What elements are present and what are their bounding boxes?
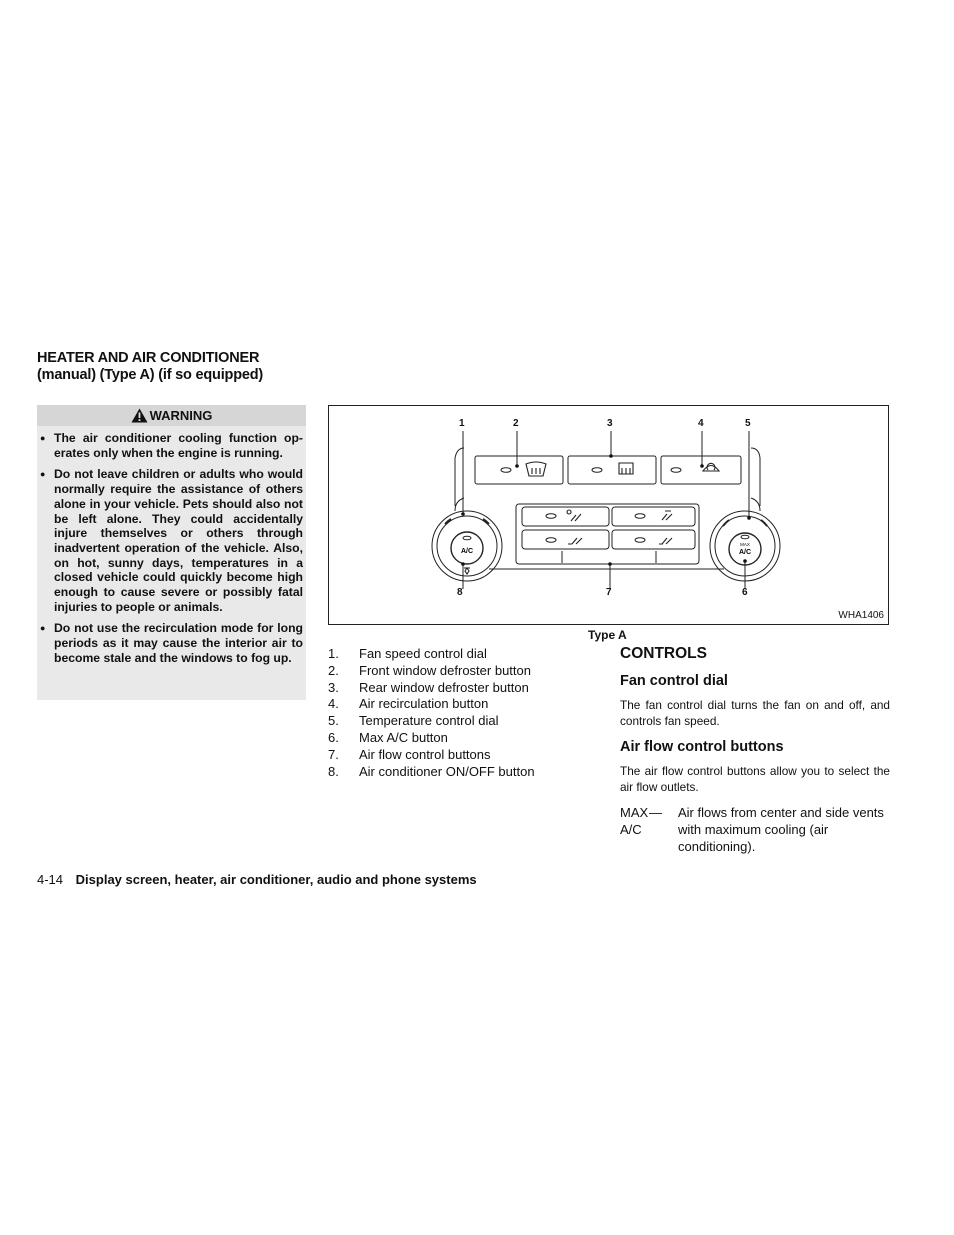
page-footer bbox=[37, 872, 477, 887]
dial-left-label: A/C bbox=[460, 548, 474, 555]
callout-6: 6 bbox=[742, 587, 748, 598]
callout-8: 8 bbox=[457, 587, 463, 598]
max-ac-term: MAX A/C bbox=[620, 805, 649, 837]
legend-item: 6. Max A/C button bbox=[328, 729, 448, 745]
front-defrost-icon bbox=[526, 462, 546, 476]
legend-item: 1. Fan speed control dial bbox=[328, 646, 487, 661]
airflow-text: The air flow control buttons allow you to select the air flow outlets. bbox=[620, 764, 890, 794]
controls-heading: CONTROLS bbox=[620, 645, 707, 662]
legend-item: 5. Temperature control dial bbox=[328, 713, 499, 729]
fan-control-text: The fan control dial turns the fan on and off, and controls fan speed. bbox=[620, 698, 890, 728]
page-number: 4-14 bbox=[37, 872, 64, 887]
controls-section bbox=[620, 645, 890, 855]
legend-item: 7. Air flow control buttons bbox=[328, 746, 491, 762]
figure-code: WHA1406 bbox=[838, 610, 884, 621]
legend-item: 3. Rear window defroster button bbox=[328, 679, 529, 695]
warning-item: ● The air conditioner cooling function op- erates only when the engine is running. bbox=[54, 431, 303, 460]
vent-face-icon bbox=[567, 510, 581, 521]
callout-2: 2 bbox=[513, 418, 519, 429]
dial-right-label: A/C bbox=[738, 549, 752, 556]
fan-control-heading: Fan control dial bbox=[620, 673, 728, 689]
airflow-heading: Air flow control buttons bbox=[620, 739, 784, 755]
callout-1: 1 bbox=[459, 418, 465, 429]
warning-triangle-icon bbox=[131, 408, 148, 423]
callout-4: 4 bbox=[698, 418, 704, 429]
section-title-line2: (manual) (Type A) (if so equipped) bbox=[37, 367, 264, 383]
vent-floor-icon bbox=[568, 538, 582, 544]
legend-item: 2. Front window defroster button bbox=[328, 662, 531, 678]
section-title bbox=[37, 350, 263, 383]
figure-caption: Type A bbox=[588, 628, 627, 642]
warning-list bbox=[37, 426, 306, 666]
legend-item: 4. Air recirculation button bbox=[328, 696, 489, 712]
warning-item: ● Do not leave children or adults who would normally require the assistance of others alone in your vehicle. Pets should also not be left alone. They could accidentally injure themselves or others through inadvertent operation of the vehicle. Also, on hot, sunny days, temperatures in a closed vehicle could quickly become high enough to cause severe or possibly fatal injuries to people or animals. bbox=[54, 467, 303, 614]
callout-3: 3 bbox=[607, 418, 613, 429]
warning-box bbox=[37, 405, 306, 700]
recirculation-icon bbox=[703, 463, 719, 471]
definition-dash: — bbox=[649, 805, 662, 820]
figure-legend bbox=[328, 646, 535, 780]
rear-defrost-icon bbox=[619, 463, 633, 474]
section-title-line1: HEATER AND AIR CONDITIONER bbox=[37, 350, 260, 366]
dial-right-sub: MAX bbox=[740, 542, 750, 547]
footer-title: Display screen, heater, air conditioner, audio and phone systems bbox=[75, 872, 477, 887]
legend-item: 8. Air conditioner ON/OFF button bbox=[328, 763, 535, 779]
vent-bilevel-icon bbox=[662, 511, 672, 520]
max-ac-definition bbox=[620, 804, 890, 855]
warning-header bbox=[37, 405, 306, 426]
warning-item: ● Do not use the recirculation mode for long periods as it may cause the interior air to become stale and the windows to fog up. bbox=[54, 621, 303, 665]
fan-icon bbox=[464, 568, 470, 574]
callout-7: 7 bbox=[606, 587, 612, 598]
vent-floor-defrost-icon bbox=[659, 538, 672, 544]
control-panel-figure bbox=[328, 405, 889, 625]
warning-heading: WARNING bbox=[149, 408, 213, 423]
max-ac-description: Air flows from center and side vents with maximum cooling (air conditioning). bbox=[678, 805, 884, 854]
callout-5: 5 bbox=[745, 418, 751, 429]
